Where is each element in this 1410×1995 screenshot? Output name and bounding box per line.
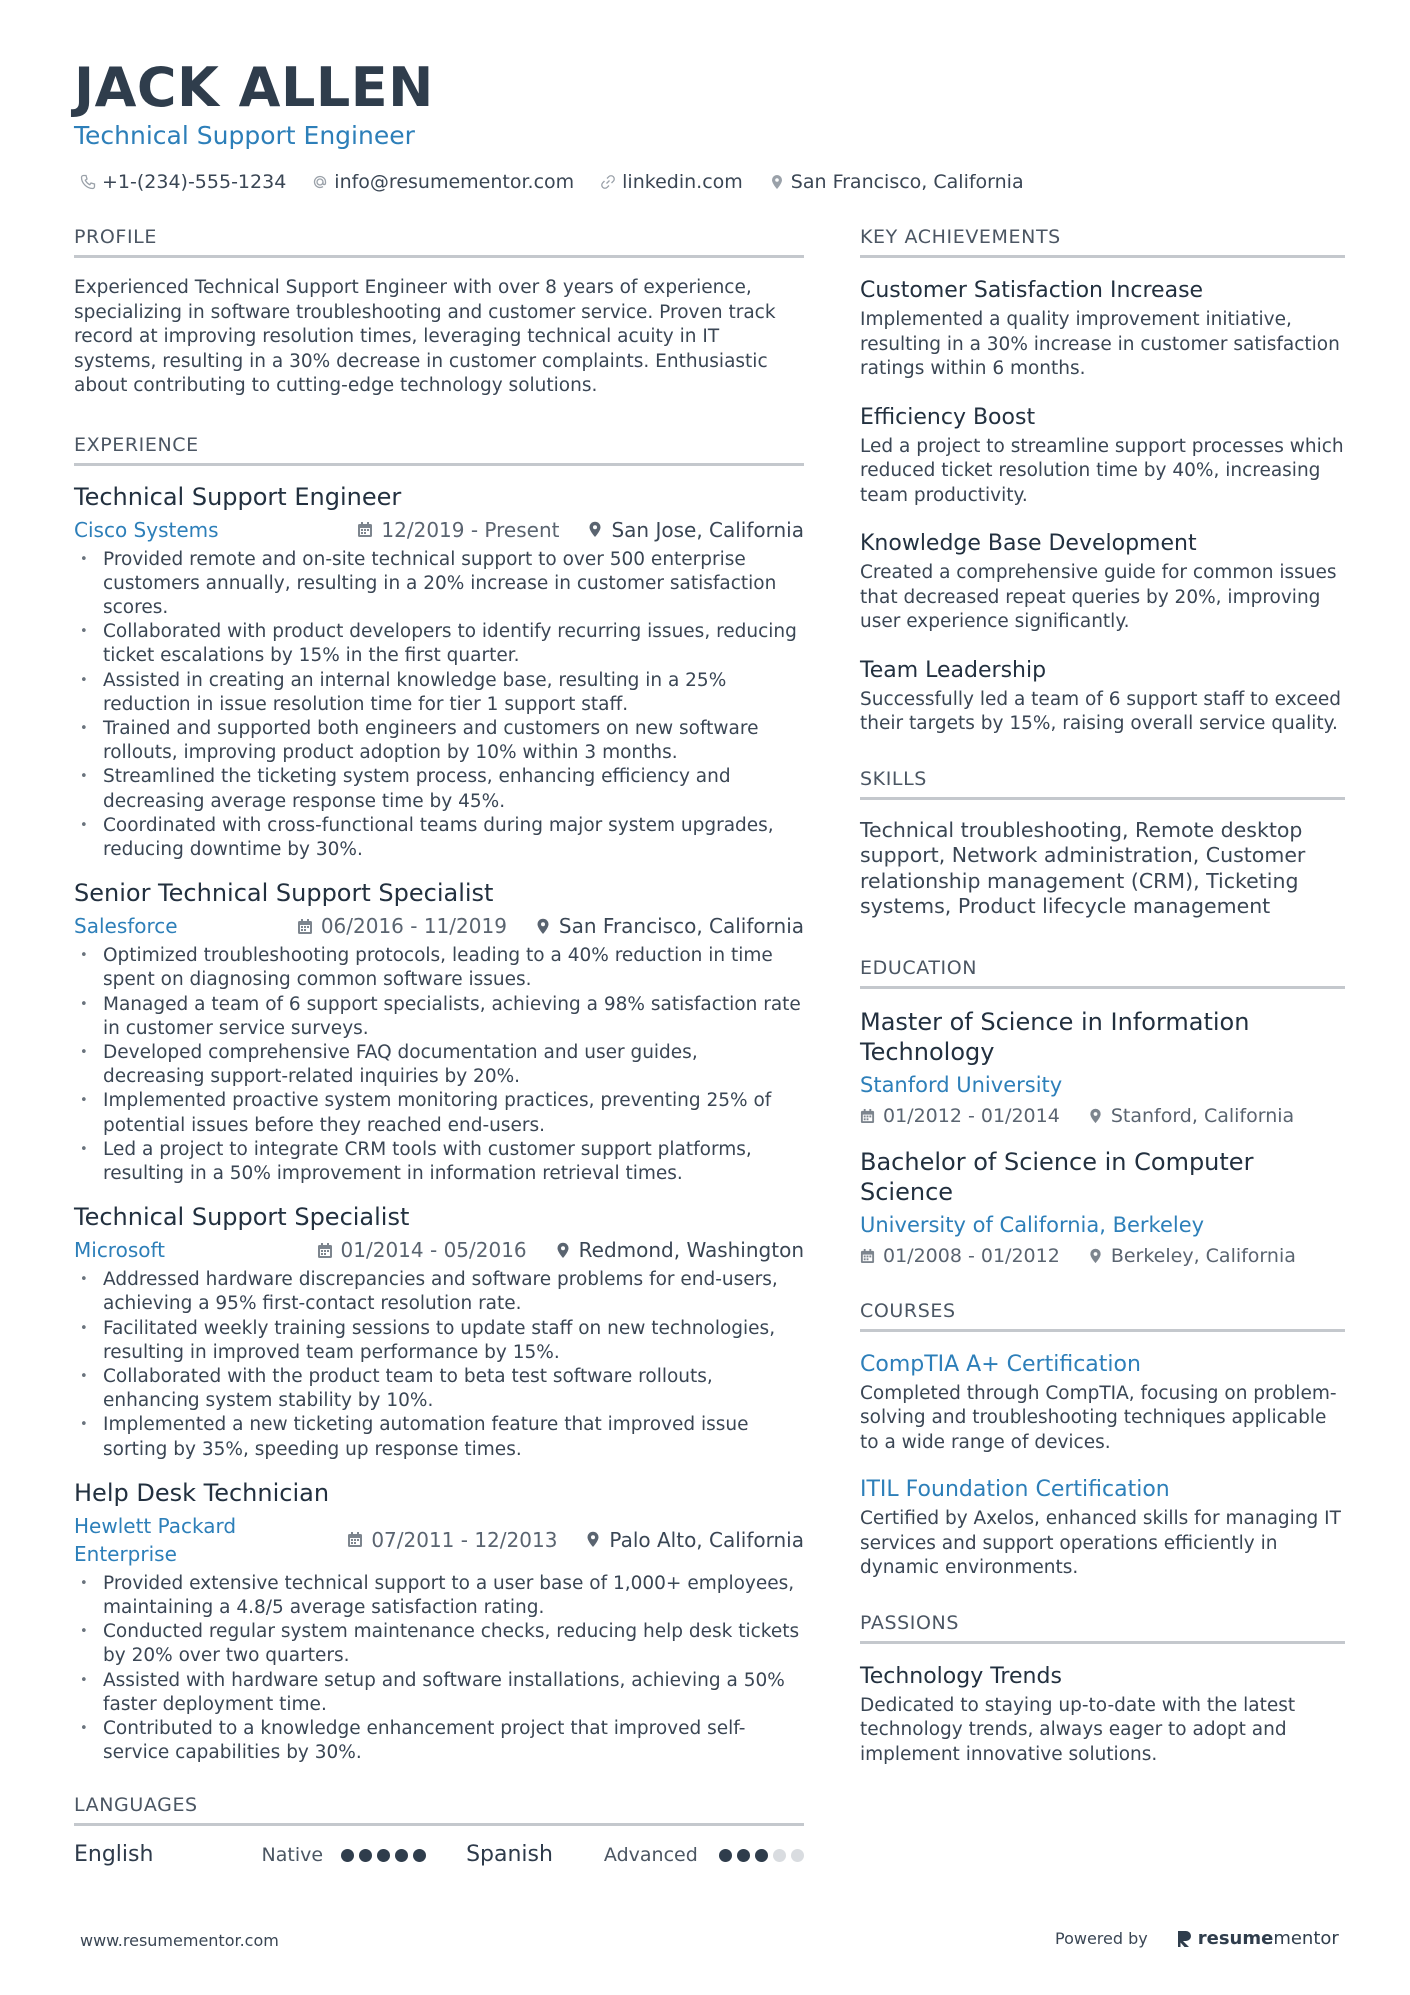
achievement-text: Successfully led a team of 6 support staff to exceed their targets by 15%, raising overall service quality. bbox=[860, 688, 1341, 734]
job-dates-text: 06/2016 - 11/2019 bbox=[320, 914, 507, 939]
section-title-education: EDUCATION bbox=[860, 956, 1345, 989]
calendar-icon bbox=[860, 1248, 875, 1264]
rating-dot bbox=[737, 1849, 750, 1862]
education-degree: Bachelor of Science in Computer Science bbox=[860, 1147, 1254, 1206]
job-location bbox=[535, 912, 804, 940]
job-entry bbox=[74, 1202, 804, 1462]
education-location-text: Berkeley, California bbox=[1110, 1244, 1296, 1267]
job-entry bbox=[74, 482, 804, 863]
section-title-languages: LANGUAGES bbox=[74, 1793, 804, 1826]
course-title: ITIL Foundation Certification bbox=[860, 1477, 1170, 1502]
achievement-item bbox=[860, 656, 1345, 737]
job-company: Cisco Systems bbox=[74, 517, 219, 542]
job-bullet: • Coordinated with cross-functional teams during major system upgrades, reducing downtime by 30%. bbox=[74, 814, 804, 862]
section-title-courses: COURSES bbox=[860, 1299, 1345, 1332]
language-level: Native bbox=[261, 1844, 324, 1867]
courses-section bbox=[860, 1299, 1345, 1581]
job-dates bbox=[347, 1526, 557, 1554]
contact-email[interactable] bbox=[312, 170, 574, 194]
left-column bbox=[74, 225, 804, 1904]
location-pin-icon bbox=[1088, 1108, 1103, 1124]
achievement-item bbox=[860, 276, 1345, 382]
candidate-headline: Technical Support Engineer bbox=[74, 121, 415, 150]
job-location bbox=[585, 1526, 804, 1554]
rating-dot bbox=[395, 1849, 408, 1862]
job-bullet: • Contributed to a knowledge enhancement project that improved self-service capabilities by 30%. bbox=[74, 1717, 804, 1765]
skills-section bbox=[860, 767, 1345, 920]
education-dates-text: 01/2008 - 01/2012 bbox=[883, 1244, 1060, 1267]
job-bullet: • Implemented proactive system monitoring practices, preventing 25% of potential issues before they reached end-users. bbox=[74, 1089, 804, 1137]
location-pin-icon bbox=[535, 918, 551, 935]
education-item bbox=[860, 1007, 1345, 1129]
section-title-achievements: KEY ACHIEVEMENTS bbox=[860, 225, 1345, 258]
languages-section bbox=[74, 1793, 804, 1870]
achievement-title: Team Leadership bbox=[860, 657, 1047, 683]
job-location-text: Palo Alto, California bbox=[609, 1527, 804, 1552]
job-bullet: • Streamlined the ticketing system process, enhancing efficiency and decreasing average response time by 45%. bbox=[74, 765, 804, 813]
skills-text: Technical troubleshooting, Remote desktop support, Network administration, Customer relationship management (CRM), Ticketing systems, Product lifecycle management bbox=[860, 817, 1306, 918]
achievement-item bbox=[860, 529, 1345, 635]
section-title-skills: SKILLS bbox=[860, 767, 1345, 800]
job-bullet: • Trained and supported both engineers and customers on new software rollouts, improving product adoption by 10% within 3 months. bbox=[74, 717, 804, 765]
achievement-text: Led a project to streamline support processes which reduced ticket resolution time by 40%, increasing team productivity. bbox=[860, 435, 1344, 506]
education-degree: Master of Science in Information Technology bbox=[860, 1007, 1250, 1066]
job-bullets bbox=[74, 548, 804, 863]
job-bullet: • Managed a team of 6 support specialists, achieving a 98% satisfaction rate in customer service surveys. bbox=[74, 993, 804, 1041]
passions-section bbox=[860, 1611, 1345, 1768]
location-pin-icon bbox=[1088, 1248, 1103, 1264]
job-company: Hewlett Packard Enterprise bbox=[74, 1513, 237, 1566]
footer-powered-by bbox=[1055, 1928, 1339, 1949]
job-bullet: • Collaborated with product developers to identify recurring issues, reducing ticket escalations by 15% in the first quarter. bbox=[74, 620, 804, 668]
job-location bbox=[587, 516, 804, 544]
job-bullet: • Addressed hardware discrepancies and software problems for end-users, achieving a 95% first-contact resolution rate. bbox=[74, 1268, 804, 1316]
language-rating bbox=[341, 1849, 426, 1862]
candidate-name: JACK ALLEN bbox=[74, 56, 434, 119]
education-dates bbox=[860, 1243, 1060, 1269]
job-bullet: • Developed comprehensive FAQ documentation and user guides, decreasing support-related inquiries by 20%. bbox=[74, 1041, 804, 1089]
rating-dot bbox=[791, 1849, 804, 1862]
job-bullet: • Facilitated weekly training sessions to update staff on new technologies, resulting in improved team performance by 15%. bbox=[74, 1317, 804, 1365]
language-rating bbox=[719, 1849, 804, 1862]
job-entry bbox=[74, 1478, 804, 1766]
achievement-title: Knowledge Base Development bbox=[860, 531, 1197, 556]
job-company: Salesforce bbox=[74, 914, 178, 939]
education-dates bbox=[860, 1103, 1060, 1129]
education-meta bbox=[860, 1243, 1345, 1269]
education-location bbox=[1088, 1243, 1296, 1269]
rating-dot bbox=[413, 1849, 426, 1862]
job-location-text: San Francisco, California bbox=[558, 914, 804, 939]
rating-dot bbox=[359, 1849, 372, 1862]
education-meta bbox=[860, 1103, 1345, 1129]
job-dates-text: 12/2019 - Present bbox=[381, 517, 560, 542]
job-bullet: • Implemented a new ticketing automation feature that improved issue sorting by 35%, speeding up response times. bbox=[74, 1413, 804, 1461]
job-bullet: • Assisted with hardware setup and software installations, achieving a 50% faster deployment time. bbox=[74, 1669, 804, 1717]
brand-logo[interactable] bbox=[1176, 1928, 1339, 1949]
achievements-section bbox=[860, 225, 1345, 737]
job-bullet: • Conducted regular system maintenance checks, reducing help desk tickets by 20% over two quarters. bbox=[74, 1620, 804, 1668]
job-bullet: • Provided remote and on-site technical support to over 500 enterprise customers annually, resulting in a 20% increase in customer satisfaction scores. bbox=[74, 548, 804, 621]
job-bullet: • Provided extensive technical support to a user base of 1,000+ employees, maintaining a 4.8/5 average satisfaction rating. bbox=[74, 1572, 804, 1620]
course-title: CompTIA A+ Certification bbox=[860, 1351, 1141, 1377]
contact-linkedin-text: linkedin.com bbox=[622, 171, 743, 193]
job-location-text: Redmond, Washington bbox=[578, 1238, 804, 1263]
rating-dot bbox=[719, 1849, 732, 1862]
job-location-text: San Jose, California bbox=[611, 517, 804, 542]
rating-dot bbox=[755, 1849, 768, 1862]
job-company: Microsoft bbox=[74, 1238, 166, 1263]
passion-item bbox=[860, 1662, 1345, 1768]
contact-phone[interactable] bbox=[80, 170, 286, 194]
calendar-icon bbox=[860, 1108, 875, 1124]
course-item bbox=[860, 1350, 1345, 1456]
job-location bbox=[555, 1236, 804, 1264]
achievement-text: Created a comprehensive guide for common issues that decreased repeat queries by 20%, improving user experience significantly. bbox=[860, 562, 1337, 632]
job-dates bbox=[297, 912, 507, 940]
achievement-title: Efficiency Boost bbox=[860, 404, 1036, 430]
education-location bbox=[1088, 1103, 1294, 1129]
job-meta bbox=[74, 1236, 804, 1264]
passion-text: Dedicated to staying up-to-date with the latest technology trends, always eager to adopt and implement innovative solutions. bbox=[860, 1694, 1296, 1765]
achievement-item bbox=[860, 403, 1345, 509]
achievement-title: Customer Satisfaction Increase bbox=[860, 278, 1204, 303]
education-school: Stanford University bbox=[860, 1072, 1063, 1097]
contact-linkedin[interactable] bbox=[600, 170, 743, 194]
contact-location-text: San Francisco, California bbox=[790, 171, 1024, 193]
rating-dot bbox=[377, 1849, 390, 1862]
profile-text: Experienced Technical Support Engineer with over 8 years of experience, specializing in software troubleshooting and customer service. Proven track record at improving resolution times, leveraging technical acuity in IT systems, resulting in a 30% decrease in customer complaints. Enthusiastic about contributing to cutting-edge technology solutions. bbox=[74, 277, 776, 396]
language-name: English bbox=[74, 1842, 154, 1868]
job-bullets bbox=[74, 944, 804, 1186]
contact-email-text: info@resumementor.com bbox=[334, 171, 575, 193]
job-bullet: • Assisted in creating an internal knowledge base, resulting in a 25% reduction in issue resolution time for tier 1 support staff. bbox=[74, 669, 804, 717]
contact-location bbox=[769, 170, 1024, 194]
at-icon bbox=[312, 174, 328, 190]
education-school: University of California, Berkeley bbox=[860, 1212, 1205, 1237]
experience-section bbox=[74, 433, 804, 1766]
link-icon bbox=[600, 174, 616, 190]
rating-dot bbox=[773, 1849, 786, 1862]
job-meta bbox=[74, 516, 804, 544]
section-title-profile: PROFILE bbox=[74, 225, 804, 258]
footer-website[interactable]: www.resumementor.com bbox=[80, 1931, 279, 1950]
language-name: Spanish bbox=[466, 1842, 553, 1868]
job-dates-text: 01/2014 - 05/2016 bbox=[340, 1238, 527, 1263]
location-pin-icon bbox=[769, 174, 785, 190]
job-bullet: • Led a project to integrate CRM tools with customer support platforms, resulting in a 50% improvement in information retrieval times. bbox=[74, 1138, 804, 1186]
job-meta bbox=[74, 1512, 804, 1568]
education-item bbox=[860, 1147, 1345, 1269]
contact-bar bbox=[80, 170, 1024, 194]
brand-bold: resume bbox=[1197, 1928, 1274, 1949]
education-dates-text: 01/2012 - 01/2014 bbox=[883, 1104, 1060, 1127]
section-title-passions: PASSIONS bbox=[860, 1611, 1345, 1644]
resumementor-logo-icon bbox=[1176, 1930, 1192, 1948]
profile-section bbox=[74, 225, 804, 399]
job-dates-text: 07/2011 - 12/2013 bbox=[371, 1527, 558, 1552]
job-title: Technical Support Specialist bbox=[74, 1203, 410, 1232]
section-title-experience: EXPERIENCE bbox=[74, 433, 804, 466]
location-pin-icon bbox=[585, 1531, 601, 1548]
course-item bbox=[860, 1475, 1345, 1581]
calendar-icon bbox=[317, 1242, 333, 1259]
rating-dot bbox=[341, 1849, 354, 1862]
language-list bbox=[74, 1840, 804, 1870]
brand-rest: mentor bbox=[1273, 1928, 1339, 1949]
achievement-text: Implemented a quality improvement initiative, resulting in a 30% increase in customer satisfaction ratings within 6 months. bbox=[860, 309, 1340, 379]
calendar-icon bbox=[347, 1531, 363, 1548]
job-title: Technical Support Engineer bbox=[74, 482, 402, 511]
job-bullets bbox=[74, 1268, 804, 1462]
calendar-icon bbox=[357, 521, 373, 538]
job-bullet: • Optimized troubleshooting protocols, leading to a 40% reduction in time spent on diagnosing common software issues. bbox=[74, 944, 804, 992]
contact-phone-text: +1-(234)-555-1234 bbox=[102, 171, 287, 193]
course-text: Certified by Axelos, enhanced skills for managing IT services and support operations efficiently in dynamic environments. bbox=[860, 1508, 1341, 1578]
location-pin-icon bbox=[555, 1242, 571, 1259]
job-dates bbox=[317, 1236, 527, 1264]
language-level: Advanced bbox=[603, 1844, 698, 1867]
job-bullet: • Collaborated with the product team to beta test software rollouts, enhancing system stability by 10%. bbox=[74, 1365, 804, 1413]
location-pin-icon bbox=[587, 521, 603, 538]
job-dates bbox=[357, 516, 559, 544]
education-location-text: Stanford, California bbox=[1110, 1104, 1295, 1127]
job-meta bbox=[74, 912, 804, 940]
phone-icon bbox=[80, 174, 96, 190]
passion-title: Technology Trends bbox=[860, 1663, 1062, 1689]
job-bullets bbox=[74, 1572, 804, 1766]
right-column bbox=[860, 225, 1345, 1801]
job-title: Help Desk Technician bbox=[74, 1478, 330, 1507]
job-entry bbox=[74, 878, 804, 1186]
powered-by-label: Powered by bbox=[1055, 1929, 1148, 1948]
course-text: Completed through CompTIA, focusing on problem-solving and troubleshooting techniques applicable to a wide range of devices. bbox=[860, 1382, 1337, 1453]
education-section bbox=[860, 956, 1345, 1269]
job-title: Senior Technical Support Specialist bbox=[74, 879, 494, 908]
calendar-icon bbox=[297, 918, 313, 935]
